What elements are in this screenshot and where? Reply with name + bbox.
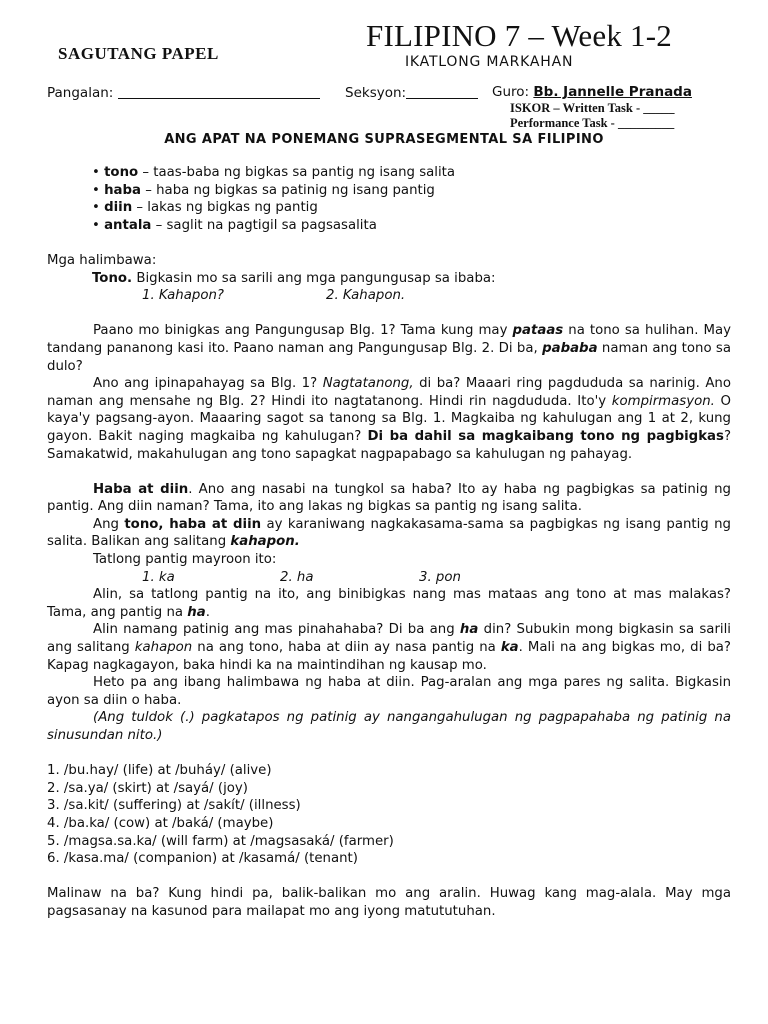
tono-paragraph-2: Ano ang ipinapahayag sa Blg. 1? Nagtatanong, di ba? Maaari ring pagdududa sa narinig. Ano naman ang mensahe ng Blg. 2? Hindi ito nagtatanong. Hindi rin nagdududa. Ito'y kompirmasyon. O kaya'y pagsang-ayon. Maaaring sagot sa tanong sa Blg. 1. Magkaiba ng kahulugan ang 1 at 2, kung gayon. Bakit naging magkaiba ng kahulugan? Di ba dahil sa magkaibang tono ng pagbigkas? Samakatwid, makahulugan ang tono sapagkat nagpapabago sa kahulugan ng pahayag. [47, 376, 731, 462]
teacher-name: Bb. Jannelle Pranada [533, 84, 692, 100]
syllable-3: 3. pon [419, 569, 461, 585]
teacher-field [492, 84, 692, 100]
closing-paragraph: Malinaw na ba? Kung hindi pa, balik-balikan mo ang aralin. Huwag kang mag-alala. May mga pagsasanay na kasunod para mailapat mo ang iyong matututuhan. [47, 886, 731, 919]
list-item: 2. /sa.ya/ (skirt) at /sayá/ (joy) [47, 780, 248, 796]
name-label: Pangalan: [47, 85, 114, 101]
tono-paragraph-1: Paano mo binigkas ang Pangungusap Blg. 1? Tama kung may pataas na tono sa hulihan. May tandang pananong kasi ito. Paano naman ang Pangungusap Blg. 2. Di ba, pababa naman ang tono sa dulo? [47, 323, 731, 374]
sheet-label: SAGUTANG PAPEL [58, 44, 219, 63]
haba-note: (Ang tuldok (.) pagkatapos ng patinig ay nangangahulugan ng pagpapahaba ng patinig na sinusundan nito.) [47, 710, 731, 743]
haba-paragraph-4: Alin, sa tatlong pantig na ito, ang binibigkas nang mas mataas ang tono at mas malakas? Tama, ang pantig na ha. [47, 587, 731, 620]
syllable-1: 1. ka [142, 569, 175, 585]
section-label: Seksyon: [345, 85, 407, 101]
page-title: FILIPINO 7 – Week 1-2 [366, 18, 672, 53]
list-item: • antala – saglit na pagtigil sa pagsasalita [92, 217, 377, 233]
tono-heading: Tono. Bigkasin mo sa sarili ang mga pangungusap sa ibaba: [92, 270, 496, 286]
haba-paragraph-2: Ang tono, haba at diin ay karaniwang nagkakasama-sama sa pagbigkas ng isang pantig ng salita. Balikan ang salitang kahapon. [47, 516, 731, 550]
haba-paragraph-3: Tatlong pantig mayroon ito: [93, 552, 277, 568]
syllable-2: 2. ha [280, 569, 314, 585]
section-blank[interactable] [406, 84, 478, 99]
name-blank[interactable] [118, 84, 320, 99]
haba-paragraph-5: Alin namang patinig ang mas pinahahaba? Di ba ang ha din? Subukin mong bigkasin sa sarili ang salitang kahapon na ang tono, haba at diin ay nasa pantig na ka. Mali na ang bigkas mo, di ba? Kapag nagkagayon, baka hindi ka na maintindihan ng kausap mo. [47, 622, 731, 673]
examples-label: Mga halimbawa: [47, 252, 157, 268]
list-item: • haba – haba ng bigkas sa patinig ng isang pantig [92, 182, 435, 198]
list-item: 3. /sa.kit/ (suffering) at /sakít/ (illness) [47, 798, 301, 814]
lesson-title: ANG APAT NA PONEMANG SUPRASEGMENTAL SA FILIPINO [164, 132, 604, 147]
haba-paragraph-1: Haba at diin. Ano ang nasabi na tungkol sa haba? Ito ay haba ng pagbigkas sa patinig ng pantig. Ang diin naman? Tama, ito ang lakas ng bigkas sa pantig ng isang salita. [47, 481, 731, 515]
list-item: 5. /magsa.sa.ka/ (will farm) at /magsasaká/ (farmer) [47, 833, 394, 849]
section-field[interactable] [345, 84, 478, 101]
name-field[interactable] [47, 84, 320, 101]
tono-examples [47, 287, 731, 305]
teacher-label: Guro: [492, 84, 530, 100]
definition-list [47, 164, 731, 234]
list-item: • diin – lakas ng bigkas ng pantig [92, 200, 318, 216]
haba-paragraph-6: Heto pa ang ibang halimbawa ng haba at diin. Pag-aralan ang mga pares ng salita. Bigkasin ayon sa diin o haba. [47, 675, 731, 708]
example-2: 2. Kahapon. [326, 288, 406, 304]
word-pair-list [47, 762, 731, 868]
list-item: 1. /bu.hay/ (life) at /buháy/ (alive) [47, 763, 272, 779]
example-1: 1. Kahapon? [142, 288, 224, 304]
score-written: ISKOR – Written Task - _____ [510, 101, 675, 115]
list-item: 4. /ba.ka/ (cow) at /baká/ (maybe) [47, 815, 274, 831]
score-performance: Performance Task - _________ [510, 116, 675, 130]
syllable-list [47, 569, 731, 587]
lesson-body [47, 164, 731, 921]
quarter-label: IKATLONG MARKAHAN [405, 54, 574, 70]
list-item: • tono – taas-baba ng bigkas sa pantig ng isang salita [92, 165, 456, 180]
list-item: 6. /kasa.ma/ (companion) at /kasamá/ (tenant) [47, 851, 358, 867]
